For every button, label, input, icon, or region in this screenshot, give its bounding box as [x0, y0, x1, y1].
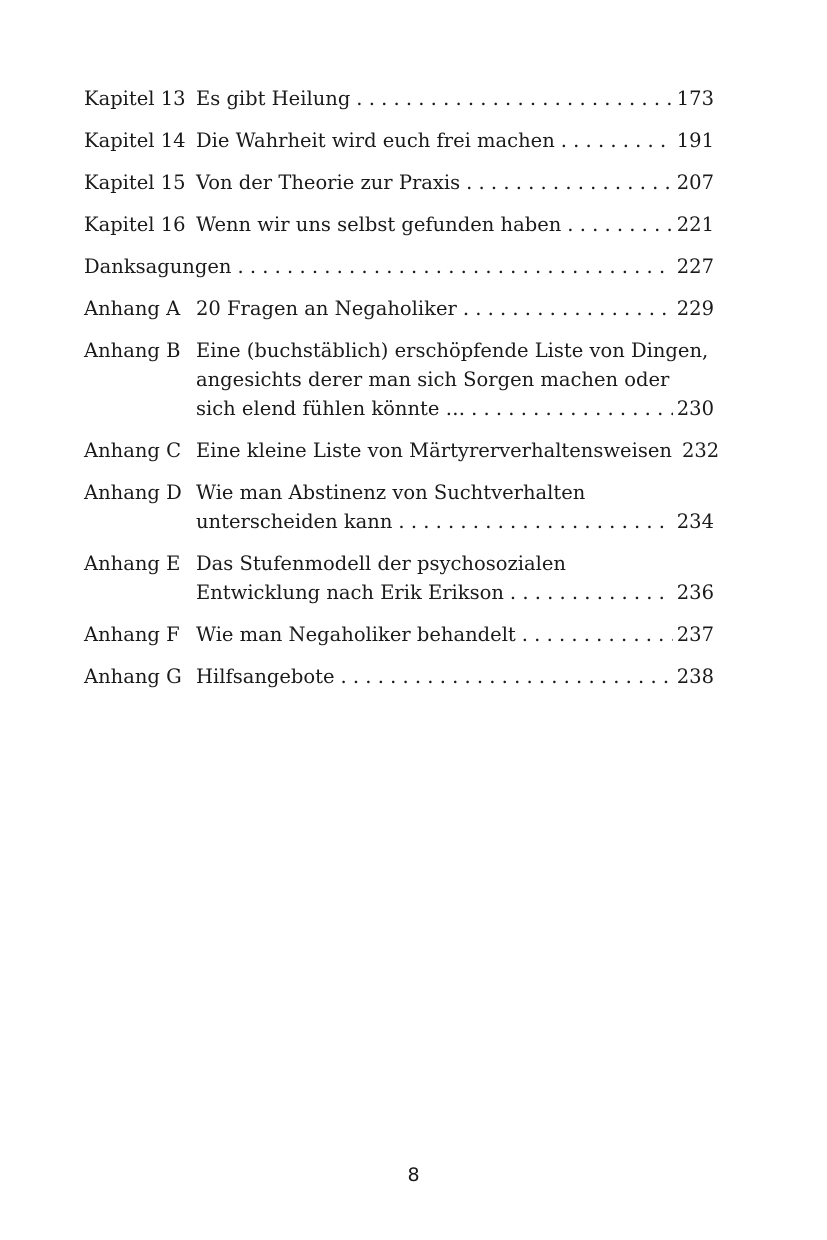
toc-title-line [84, 252, 714, 281]
toc-entry [84, 126, 714, 155]
toc-title-line [196, 620, 714, 649]
toc-title-line [196, 168, 714, 197]
toc-page-number: 232 [681, 439, 720, 462]
toc-page-number: 234 [676, 510, 714, 533]
toc-page-number: 191 [676, 129, 714, 152]
toc-page-number: 237 [676, 623, 714, 646]
toc-entry-title [196, 478, 714, 536]
table-of-contents [84, 84, 720, 704]
toc-entry-label: Anhang D [84, 481, 182, 504]
toc-title-text: Von der Theorie zur Praxis [196, 171, 461, 194]
toc-page-number: 173 [676, 87, 714, 110]
dot-leader [237, 252, 672, 281]
dot-leader [561, 126, 673, 155]
toc-title-line: Das Stufenmodell der psychosozialen [196, 552, 566, 575]
toc-entry-title [196, 84, 714, 113]
toc-page-number: 230 [676, 397, 714, 420]
dot-leader [463, 294, 673, 323]
toc-entry [84, 662, 714, 691]
toc-title-text: unterscheiden kann [196, 510, 393, 533]
toc-title-line [196, 394, 714, 423]
toc-title-line [196, 507, 714, 536]
toc-entry [84, 336, 714, 423]
toc-entry [84, 252, 714, 281]
toc-page-number: 221 [676, 213, 714, 236]
page-number: 8 [407, 1164, 420, 1186]
toc-entry [84, 549, 714, 607]
toc-title-line: Wie man Abstinenz von Suchtverhalten [196, 481, 586, 504]
dot-leader [341, 662, 673, 691]
dot-leader [567, 210, 672, 239]
toc-title-text: Wenn wir uns selbst gefunden haben [196, 213, 562, 236]
toc-title-text: Wie man Negaholiker behandelt [196, 623, 516, 646]
toc-entry-label: Anhang G [84, 665, 182, 688]
toc-title-text: 20 Fragen an Negaholiker [196, 297, 457, 320]
toc-entry [84, 436, 720, 465]
toc-title-line: angesichts derer man sich Sorgen machen oder [196, 368, 670, 391]
toc-title-line [196, 578, 714, 607]
toc-title-text: Die Wahrheit wird euch frei machen [196, 129, 555, 152]
toc-page-number: 238 [676, 665, 714, 688]
toc-entry [84, 84, 714, 113]
toc-entry-label: Anhang F [84, 623, 180, 646]
toc-entry-title [196, 294, 714, 323]
toc-title-line [196, 294, 714, 323]
toc-title-line [196, 662, 714, 691]
toc-entry-label: Anhang A [84, 297, 181, 320]
toc-page-number: 229 [676, 297, 714, 320]
toc-entry-title [84, 252, 714, 281]
toc-entry-label: Kapitel 13 [84, 87, 186, 110]
toc-title-text: Eine kleine Liste von Märtyrerverhaltensweisen [196, 439, 672, 462]
toc-entry-label: Kapitel 15 [84, 171, 186, 194]
toc-title-text: Danksagungen [84, 255, 232, 278]
toc-entry [84, 478, 714, 536]
toc-entry-title [196, 436, 720, 465]
toc-entry [84, 168, 714, 197]
toc-title-line: Eine (buchstäblich) erschöpfende Liste von Dingen, [196, 339, 709, 362]
toc-entry-label: Kapitel 14 [84, 129, 186, 152]
toc-title-text: Entwicklung nach Erik Erikson [196, 581, 504, 604]
toc-entry-title [196, 168, 714, 197]
toc-entry-title [196, 210, 714, 239]
toc-entry-title [196, 620, 714, 649]
toc-entry [84, 620, 714, 649]
toc-title-line [196, 84, 714, 113]
toc-title-line [196, 436, 720, 465]
toc-title-text: Es gibt Heilung [196, 87, 351, 110]
dot-leader [471, 394, 673, 423]
dot-leader [466, 168, 673, 197]
toc-entry-label: Anhang E [84, 552, 181, 575]
toc-entry-label: Anhang C [84, 439, 181, 462]
toc-entry-title [196, 336, 714, 423]
toc-entry-title [196, 662, 714, 691]
toc-page-number: 236 [676, 581, 714, 604]
toc-title-text: sich elend fühlen könnte … [196, 397, 466, 420]
toc-entry-title [196, 549, 714, 607]
toc-page-number: 207 [676, 171, 714, 194]
toc-title-text: Hilfsangebote [196, 665, 335, 688]
dot-leader [522, 620, 673, 649]
toc-title-line [196, 126, 714, 155]
toc-title-line [196, 210, 714, 239]
toc-entry [84, 294, 714, 323]
toc-entry-label: Anhang B [84, 339, 181, 362]
toc-entry [84, 210, 714, 239]
toc-entry-title [196, 126, 714, 155]
dot-leader [510, 578, 673, 607]
dot-leader [398, 507, 672, 536]
dot-leader [356, 84, 672, 113]
toc-entry-label: Kapitel 16 [84, 213, 186, 236]
toc-page-number: 227 [676, 255, 714, 278]
